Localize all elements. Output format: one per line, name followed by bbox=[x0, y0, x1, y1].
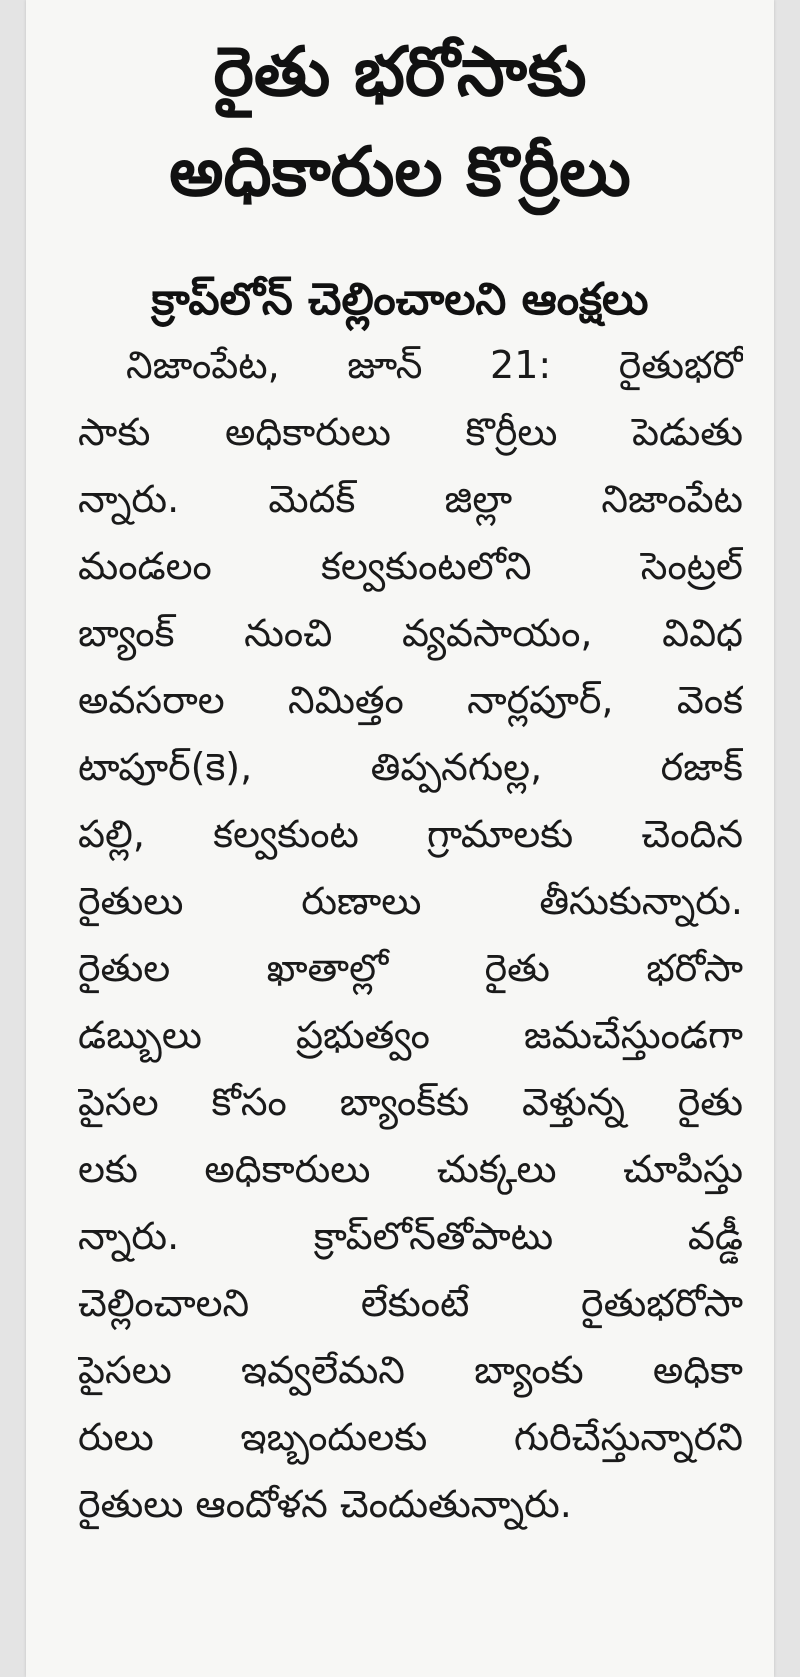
body-line: అవసరాల నిమిత్తం నార్లపూర్, వెంక bbox=[78, 678, 743, 722]
news-clipping bbox=[26, 0, 774, 1677]
body-line: డబ్బులు ప్రభుత్వం జమచేస్తుండగా bbox=[78, 1013, 743, 1057]
body-line: పల్లి, కల్వకుంట గ్రామాలకు చెందిన bbox=[78, 812, 743, 856]
body-line: లకు అధికారులు చుక్కలు చూపిస్తు bbox=[78, 1147, 743, 1191]
body-line: రైతుల ఖాతాల్లో రైతు భరోసా bbox=[78, 946, 743, 990]
headline-line-2: అధికారుల కొర్రీలు bbox=[169, 133, 631, 212]
body-line: సాకు అధికారులు కొర్రీలు పెడుతు bbox=[78, 410, 743, 454]
article-body bbox=[78, 332, 743, 1538]
body-line: పైసల కోసం బ్యాంక్‌కు వెళ్తున్న రైతు bbox=[78, 1080, 743, 1124]
headline-line-1: రైతు భరోసాకు bbox=[213, 33, 587, 112]
body-line: మండలం కల్వకుంటలోని సెంట్రల్ bbox=[78, 544, 743, 588]
body-line: చెల్లించాలని లేకుంటే రైతుభరోసా bbox=[78, 1281, 743, 1325]
body-line: రైతులు ఆందోళన చెందుతున్నారు. bbox=[78, 1482, 572, 1526]
body-line: రైతులు రుణాలు తీసుకున్నారు. bbox=[78, 879, 743, 923]
body-line: టాపూర్(కె), తిప్పనగుల్ల, రజాక్ bbox=[78, 745, 743, 789]
subheadline: క్రాప్‌లోన్ చెల్లించాలని ఆంక్షలు bbox=[151, 274, 649, 325]
body-line: నిజాంపేట, జూన్ 21: రైతుభరో bbox=[126, 343, 743, 387]
body-line: బ్యాంక్ నుంచి వ్యవసాయం, వివిధ bbox=[78, 611, 743, 655]
body-line: న్నారు. క్రాప్‌లోన్‌తోపాటు వడ్డీ bbox=[78, 1214, 743, 1258]
body-line: పైసలు ఇవ్వలేమని బ్యాంకు అధికా bbox=[78, 1348, 743, 1392]
body-line: న్నారు. మెదక్ జిల్లా నిజాంపేట bbox=[78, 477, 743, 521]
body-line: రులు ఇబ్బందులకు గురిచేస్తున్నారని bbox=[78, 1415, 743, 1459]
